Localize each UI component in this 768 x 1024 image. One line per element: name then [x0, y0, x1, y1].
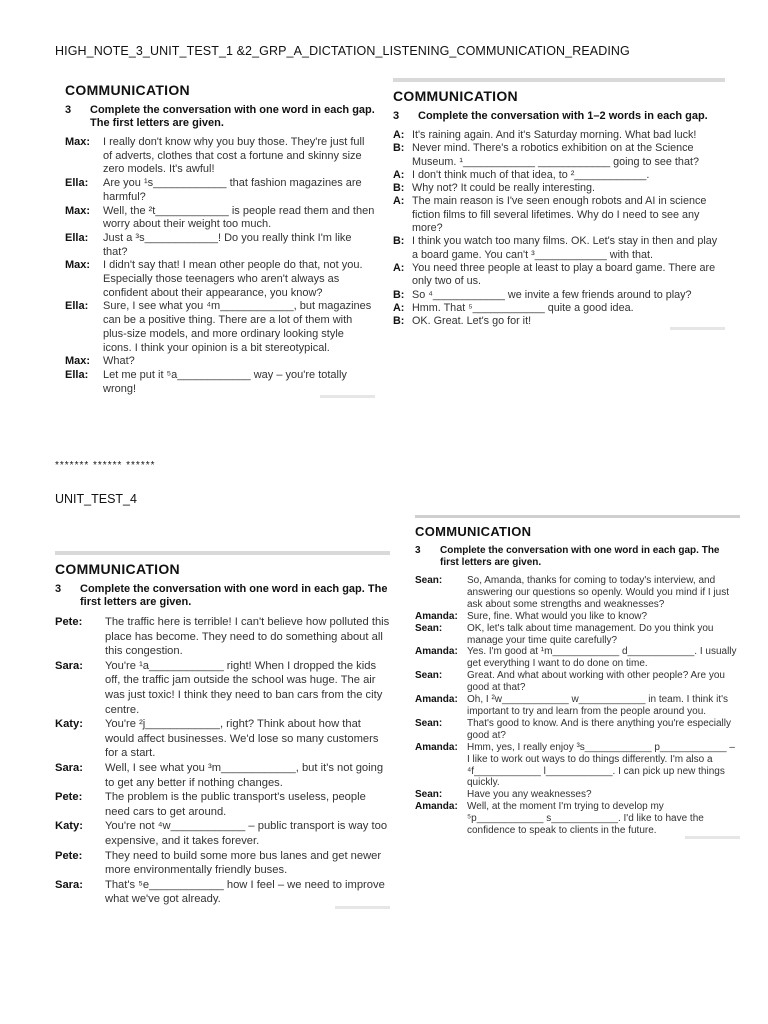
unit-test-4-label: UNIT_TEST_4	[55, 492, 137, 506]
speaker-label: A:	[393, 301, 405, 314]
dialogue-line	[393, 262, 725, 289]
communication-panel-unit4-left	[55, 551, 390, 907]
instruction-text: Complete the conversation with one word in each gap. The first letters are given.	[80, 583, 388, 608]
dialogue-line	[65, 300, 375, 355]
line-text: Well, at the moment I'm trying to develop my ⁵p____________ s____________. I'd like to have the confidence to speak to clients in the future.	[467, 801, 704, 837]
dialogue-line	[55, 849, 390, 878]
speaker-label: Katy:	[55, 718, 83, 731]
dialogue-line	[415, 575, 740, 611]
dialogue-line	[65, 232, 375, 259]
line-text: It's raining again. And it's Saturday morning. What bad luck!	[412, 129, 697, 141]
speaker-label: Ella:	[65, 300, 89, 313]
dialogue	[65, 136, 375, 396]
dialogue-line	[393, 302, 725, 315]
dialogue-line	[393, 195, 725, 235]
speaker-label: Ella:	[65, 231, 89, 244]
exercise-number: 3	[65, 104, 72, 116]
speaker-label: Sara:	[55, 878, 83, 891]
dialogue-line	[55, 878, 390, 907]
line-text: The main reason is I've seen enough robots and AI in science fiction films to fill several lifetimes. Why do I need to see any more?	[412, 195, 707, 235]
exercise-number: 3	[393, 110, 400, 122]
line-text: Well, the ²t____________ is people read them and then worry about their weight too much.	[103, 204, 375, 231]
speaker-label: A:	[393, 261, 405, 274]
line-text: Hmm. That ⁵____________ quite a good idea.	[412, 301, 634, 314]
dialogue-line	[65, 355, 375, 369]
line-text: OK. Great. Let's go for it!	[412, 315, 532, 328]
dialogue-line	[393, 129, 725, 142]
speaker-label: Sean:	[415, 622, 443, 634]
speaker-label: Sean:	[415, 717, 443, 729]
speaker-label: Ella:	[65, 177, 89, 190]
line-text: You're not ⁴w____________ – public transport is way too expensive, and it takes forever.	[105, 820, 388, 847]
speaker-label: Pete:	[55, 849, 83, 862]
dialogue-line	[415, 623, 740, 647]
dialogue-line	[393, 169, 725, 182]
instruction-text: Complete the conversation with one word in each gap. The first letters are given.	[440, 545, 720, 568]
panel-top-rule	[415, 515, 740, 518]
speaker-label: Pete:	[55, 616, 83, 628]
dialogue-line	[393, 235, 725, 262]
speaker-label: Amanda:	[415, 694, 458, 706]
exercise-number: 3	[415, 545, 421, 556]
speaker-label: B:	[393, 142, 405, 155]
line-text: OK, let's talk about time management. Do you think you manage your time quite carefully?	[467, 622, 714, 646]
speaker-label: Ella:	[65, 368, 89, 381]
dialogue-line	[55, 615, 390, 659]
line-text: So, Amanda, thanks for coming to today's interview, and answering our questions so openly. Would you mind if I just ask about some strengths and weaknesses?	[467, 575, 729, 610]
speaker-label: A:	[393, 129, 405, 141]
instruction	[55, 583, 390, 609]
line-text: You're ²j____________, right? Think about how that would affect businesses. We'd lose so many customers for a start.	[105, 718, 379, 760]
speaker-label: Sean:	[415, 670, 443, 682]
dialogue-line	[393, 182, 725, 195]
speaker-label: B:	[393, 288, 405, 301]
line-text: The traffic here is terrible! I can't believe how polluted this place has become. They need to do something about all this congestion.	[105, 616, 390, 658]
dialogue-line	[415, 670, 740, 694]
section-title: COMMUNICATION	[415, 524, 532, 539]
line-text: That's good to know. And is there anything you're especially good at?	[467, 717, 731, 741]
dialogue-line	[393, 315, 725, 328]
line-text: That's ⁵e____________ how I feel – we need to improve what we've got already.	[105, 878, 385, 906]
speaker-label: Max:	[65, 204, 91, 217]
line-text: I don't think much of that idea, to ²____________.	[412, 168, 650, 181]
line-text: Sure, fine. What would you like to know?	[467, 610, 648, 622]
dialogue-line	[415, 718, 740, 742]
separator-stars: ******* ****** ******	[55, 460, 156, 471]
speaker-label: B:	[393, 182, 405, 195]
dialogue-line	[415, 694, 740, 718]
dialogue-line	[65, 259, 375, 300]
dialogue-line	[415, 646, 740, 670]
exercise-number: 3	[55, 583, 62, 595]
line-text: The problem is the public transport's useless, people need cars to get around.	[105, 791, 366, 818]
speaker-label: Katy:	[55, 820, 83, 833]
dialogue	[415, 575, 740, 837]
line-text: Hmm, yes, I really enjoy ³s____________ p____________ – I like to work out ways to do things differently. I'm also a ⁴f____________ l____________. I can pick up new things quickly.	[467, 741, 735, 789]
line-text: I think you watch too many films. OK. Let's stay in then and play a board game. You can't ³____________ with that.	[412, 235, 718, 261]
panel-footer-rule	[320, 395, 375, 398]
dialogue-line	[55, 819, 390, 848]
dialogue-line	[65, 177, 375, 204]
dialogue-line	[393, 289, 725, 302]
dialogue-line	[415, 611, 740, 623]
speaker-label: A:	[393, 195, 405, 208]
panel-footer-rule	[685, 836, 740, 839]
speaker-label: A:	[393, 168, 405, 181]
line-text: Have you any weaknesses?	[467, 789, 592, 801]
dialogue-line	[65, 369, 375, 396]
speaker-label: Amanda:	[415, 610, 458, 622]
line-text: Never mind. There's a robotics exhibition on at the Science Museum. ¹____________ ____________ going to see that?	[412, 142, 699, 168]
dialogue-line	[55, 790, 390, 819]
speaker-label: Sean:	[415, 575, 443, 586]
line-text: What?	[103, 355, 135, 368]
line-text: Sure, I see what you ⁴m____________, but magazines can be a positive thing. There are a lot of them with plus-size models, and more ordinary looking style icons. I think your opinion is a bit stereotypical.	[103, 300, 372, 354]
panel-footer-rule	[670, 327, 725, 330]
dialogue-line	[65, 205, 375, 232]
dialogue-line	[55, 717, 390, 761]
speaker-label: Max:	[65, 259, 91, 272]
communication-panel-unit4-right	[415, 515, 740, 837]
line-text: I really don't know why you buy those. They're just full of adverts, clothes that cost a fortune and skinny size zero models. It's awful!	[103, 136, 365, 176]
speaker-label: Amanda:	[415, 646, 458, 658]
section-title: COMMUNICATION	[393, 88, 518, 104]
document-header: HIGH_NOTE_3_UNIT_TEST_1 &2_GRP_A_DICTATION_LISTENING_COMMUNICATION_READING	[55, 44, 630, 58]
line-text: Let me put it ⁵a____________ way – you're totally wrong!	[103, 368, 347, 395]
dialogue-line	[415, 789, 740, 801]
line-text: You're ¹a____________ right! When I dropped the kids off, the traffic jam outside the school was huge. The air was just toxic! I think they need to ban cars from the city centre.	[105, 659, 383, 716]
line-text: Well, I see what you ³m____________, but it's not going to get any better if nothing changes.	[105, 761, 384, 789]
speaker-label: Pete:	[55, 791, 83, 804]
speaker-label: B:	[393, 235, 405, 248]
instruction	[65, 104, 375, 130]
line-text: So ⁴____________ we invite a few friends around to play?	[412, 288, 692, 301]
dialogue	[393, 129, 725, 328]
dialogue-line	[55, 659, 390, 717]
dialogue-line	[55, 761, 390, 790]
instruction-text: Complete the conversation with one word in each gap. The first letters are given.	[90, 104, 375, 129]
line-text: Just a ³s____________! Do you really think I'm like that?	[103, 231, 352, 258]
section-title: COMMUNICATION	[65, 82, 190, 98]
line-text: Are you ¹s____________ that fashion magazines are harmful?	[103, 177, 362, 203]
line-text: You need three people at least to play a board game. There are only two of us.	[412, 261, 716, 288]
panel-top-rule	[393, 78, 725, 82]
instruction	[393, 110, 725, 123]
speaker-label: Amanda:	[415, 801, 458, 813]
speaker-label: B:	[393, 315, 405, 328]
line-text: Oh, I ²w____________ w____________ in team. I think it's important to try and learn from the people around you.	[467, 694, 728, 717]
dialogue-line	[65, 136, 375, 177]
dialogue-line	[393, 142, 725, 169]
panel-footer-rule	[335, 906, 390, 909]
dialogue-line	[415, 742, 740, 790]
speaker-label: Sara:	[55, 659, 83, 672]
communication-panel-unit2	[393, 78, 725, 328]
line-text: I didn't say that! I mean other people do that, not you. Especially those teenagers who aren't always as confident about their appearance, you know?	[103, 259, 363, 299]
instruction-text: Complete the conversation with 1–2 words in each gap.	[418, 110, 708, 122]
speaker-label: Amanda:	[415, 741, 458, 753]
line-text: Why not? It could be really interesting.	[412, 182, 596, 195]
dialogue-line	[415, 801, 740, 837]
speaker-label: Sara:	[55, 761, 83, 774]
dialogue	[55, 615, 390, 907]
speaker-label: Sean:	[415, 789, 443, 801]
communication-panel-unit1	[65, 80, 375, 396]
section-title: COMMUNICATION	[55, 561, 180, 577]
speaker-label: Max:	[65, 136, 91, 148]
line-text: They need to build some more bus lanes and get newer more environmentally friendly buses.	[105, 849, 382, 877]
instruction	[415, 545, 740, 569]
line-text: Yes. I'm good at ¹m____________ d____________. I usually get everything I want to do done on time.	[467, 646, 737, 670]
line-text: Great. And what about working with other people? Are you good at that?	[467, 670, 725, 694]
speaker-label: Max:	[65, 355, 91, 368]
panel-top-rule	[55, 551, 390, 555]
